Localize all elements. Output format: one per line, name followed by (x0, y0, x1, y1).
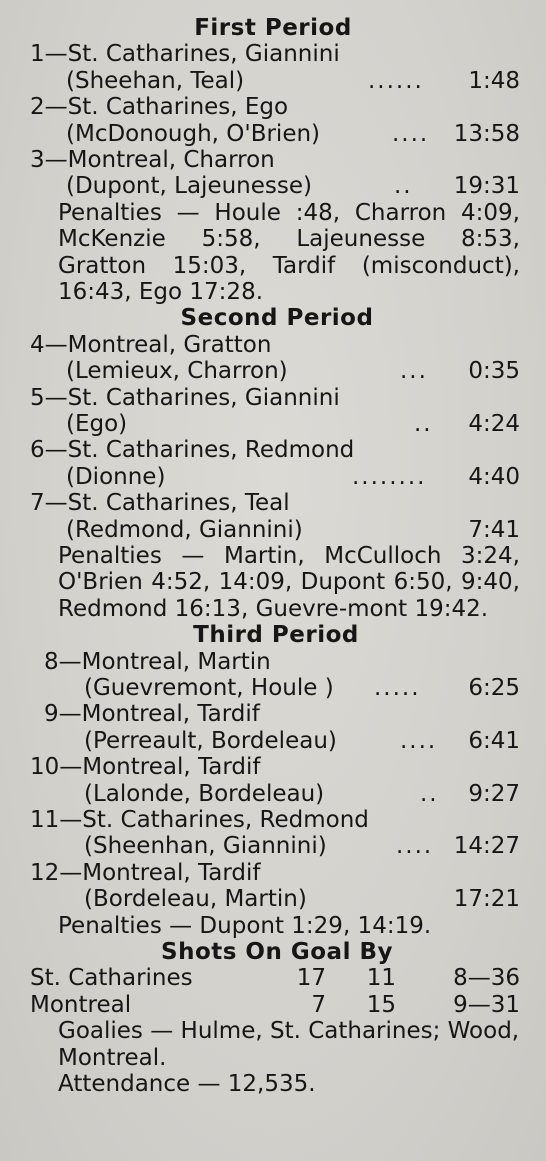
penalties-text: Penalties — Houle :48, Charron 4:09, McKenzie 5:58, Lajeunesse 8:53, Gratton 15:03, Tardif (misconduct), 16:43, Ego 17:28. (58, 199, 520, 305)
goal-entry-11 (0, 807, 546, 860)
goal-time: 19:31 (453, 173, 520, 200)
goal-scorer-line: 8—Montreal, Martin (44, 648, 271, 675)
penalties-text: Penalties — Dupont 1:29, 14:19. (58, 912, 432, 939)
goal-assists: (Perreault, Bordeleau) (84, 727, 337, 754)
shots-period-1: 7 (311, 991, 326, 1018)
goal-assists: (Ego) (66, 410, 128, 437)
goal-time: 9:27 (468, 780, 520, 807)
goal-assists: (Sheehan, Teal) (66, 67, 245, 94)
leader-dots: .... (392, 120, 430, 147)
goalies-note (0, 1018, 546, 1071)
shots-heading: Shots On Goal By (161, 938, 393, 965)
leader-dots: .. (414, 410, 433, 437)
goal-time: 13:58 (453, 120, 520, 147)
goal-time: 1:48 (468, 67, 520, 94)
period-heading-second: Second Period (180, 305, 374, 332)
goal-entry-9 (0, 701, 546, 754)
shots-row-montreal (0, 992, 546, 1018)
shots-team: St. Catharines (30, 965, 193, 992)
goal-assists: (Guevremont, Houle ) (84, 674, 334, 701)
period-heading-third: Third Period (193, 622, 359, 649)
goalies-text: Goalies — Hulme, St. Catharines; Wood, Montreal. (58, 1018, 520, 1071)
goal-scorer-line: 3—Montreal, Charron (30, 146, 275, 173)
leader-dots: .. (394, 173, 413, 200)
goal-assists-line (0, 121, 546, 147)
goal-entry-4 (0, 332, 546, 385)
shots-row-st-catharines (0, 965, 546, 991)
goal-time: 14:27 (453, 833, 520, 860)
penalties-second-period (0, 543, 546, 622)
goal-scorer-line: 6—St. Catharines, Redmond (30, 437, 355, 464)
goal-assists: (Bordeleau, Martin) (84, 886, 307, 913)
goal-assists-line (0, 173, 546, 199)
goal-assists: (Dupont, Lajeunesse) (66, 173, 312, 200)
goal-assists-line (0, 517, 546, 543)
goal-scorer-line: 9—Montreal, Tardif (44, 701, 260, 728)
goal-assists-line (0, 728, 546, 754)
goal-assists-line (0, 675, 546, 701)
shots-period-3-total: 8—36 (453, 965, 520, 992)
shots-period-1: 17 (296, 965, 326, 992)
leader-dots: ... (400, 358, 428, 385)
goal-assists-line (0, 781, 546, 807)
goal-entry-7 (0, 490, 546, 543)
attendance-line: Attendance — 12,535. (58, 1070, 316, 1097)
goal-assists-line (0, 886, 546, 912)
goal-entry-12 (0, 860, 546, 913)
goal-assists: (Sheenhan, Giannini) (84, 833, 327, 860)
goal-entry-3 (0, 147, 546, 200)
goal-assists: (McDonough, O'Brien) (66, 120, 321, 147)
leader-dots: .. (420, 780, 439, 807)
goal-assists: (Lemieux, Charron) (66, 358, 288, 385)
goal-scorer-line: 10—Montreal, Tardif (30, 754, 261, 781)
goal-time: 7:41 (468, 516, 520, 543)
goal-scorer-line: 1—St. Catharines, Giannini (30, 41, 340, 68)
goal-entry-6 (0, 437, 546, 490)
penalties-text: Penalties — Martin, McCulloch 3:24, O'Brien 4:52, 14:09, Dupont 6:50, 9:40, Redmond 16:13, Guevre-mont 19:42. (58, 542, 520, 622)
goal-entry-5 (0, 385, 546, 438)
goal-entry-1 (0, 41, 546, 94)
goal-assists-line (0, 68, 546, 94)
goal-entry-2 (0, 94, 546, 147)
goal-assists: (Redmond, Giannini) (66, 516, 303, 543)
penalties-first-period (0, 200, 546, 306)
goal-time: 0:35 (468, 358, 520, 385)
leader-dots: .... (396, 833, 434, 860)
goal-assists-line (0, 411, 546, 437)
goal-assists-line (0, 464, 546, 490)
goal-scorer-line: 7—St. Catharines, Teal (30, 490, 290, 517)
penalties-third-period (0, 913, 546, 939)
goal-scorer-line: 12—Montreal, Tardif (30, 859, 261, 886)
goal-scorer-line: 4—Montreal, Gratton (30, 331, 272, 358)
shots-period-3-total: 9—31 (453, 991, 520, 1018)
leader-dots: ...... (368, 67, 424, 94)
leader-dots: .... (400, 727, 438, 754)
goal-scorer-line: 11—St. Catharines, Redmond (30, 806, 369, 833)
goal-assists-line (0, 833, 546, 859)
goal-assists: (Lalonde, Bordeleau) (84, 780, 325, 807)
shots-period-2: 11 (366, 965, 396, 992)
goal-time: 4:40 (468, 463, 520, 490)
goal-time: 6:25 (468, 674, 520, 701)
goal-time: 17:21 (453, 886, 520, 913)
goal-assists-line (0, 358, 546, 384)
goal-entry-8 (0, 649, 546, 702)
leader-dots: ........ (352, 463, 427, 490)
goal-scorer-line: 2—St. Catharines, Ego (30, 94, 289, 121)
goal-scorer-line: 5—St. Catharines, Giannini (30, 384, 340, 411)
goal-time: 4:24 (468, 410, 520, 437)
shots-team: Montreal (30, 991, 132, 1018)
leader-dots: ..... (374, 674, 421, 701)
goal-entry-10 (0, 754, 546, 807)
goal-time: 6:41 (468, 727, 520, 754)
period-heading-first: First Period (194, 15, 352, 41)
shots-period-2: 15 (366, 991, 396, 1018)
goal-assists: (Dionne) (66, 463, 166, 490)
